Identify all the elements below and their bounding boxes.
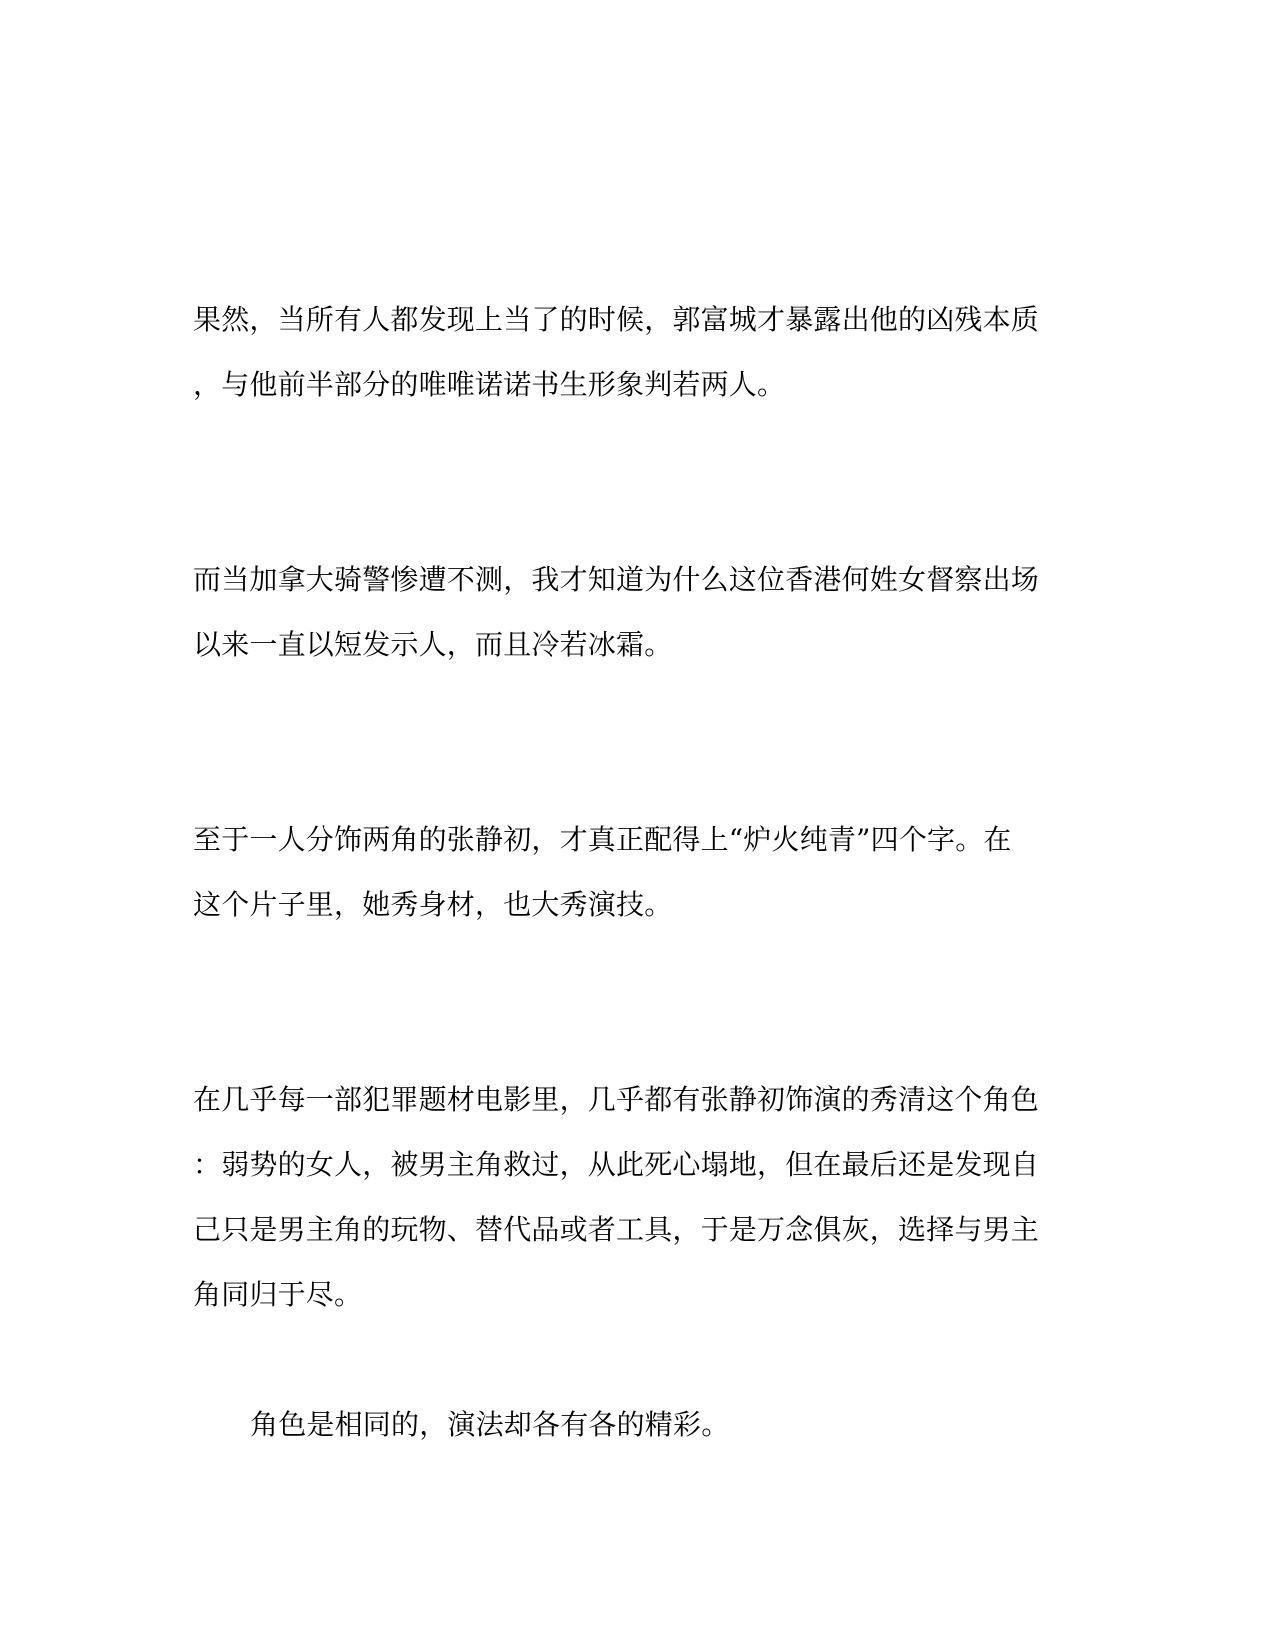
paragraph-4-line-2: ：弱势的女人，被男主角救过，从此死心塌地，但在最后还是发现自 — [193, 1148, 1040, 1181]
paragraph-1-line-2: ，与他前半部分的唯唯诺诺书生形象判若两人。 — [193, 368, 786, 401]
paragraph-2-line-1: 而当加拿大骑警惨遭不测，我才知道为什么这位香港何姓女督察出场 — [193, 563, 1040, 596]
paragraph-5-line-1: 角色是相同的，演法却各有各的精彩。 — [250, 1408, 730, 1441]
paragraph-4-line-4: 角同归于尽。 — [193, 1278, 363, 1311]
paragraph-4-line-1: 在几乎每一部犯罪题材电影里，几乎都有张静初饰演的秀清这个角色 — [193, 1083, 1040, 1116]
paragraph-3-line-2: 这个片子里，她秀身材，也大秀演技。 — [193, 888, 673, 921]
paragraph-4-line-3: 己只是男主角的玩物、替代品或者工具，于是万念俱灰，选择与男主 — [193, 1213, 1040, 1246]
paragraph-1-line-1: 果然，当所有人都发现上当了的时候，郭富城才暴露出他的凶残本质 — [193, 303, 1040, 336]
paragraph-2-line-2: 以来一直以短发示人，而且冷若冰霜。 — [193, 628, 673, 661]
paragraph-3-line-1: 至于一人分饰两角的张静初，才真正配得上“炉火纯青”四个字。在 — [193, 823, 1012, 856]
